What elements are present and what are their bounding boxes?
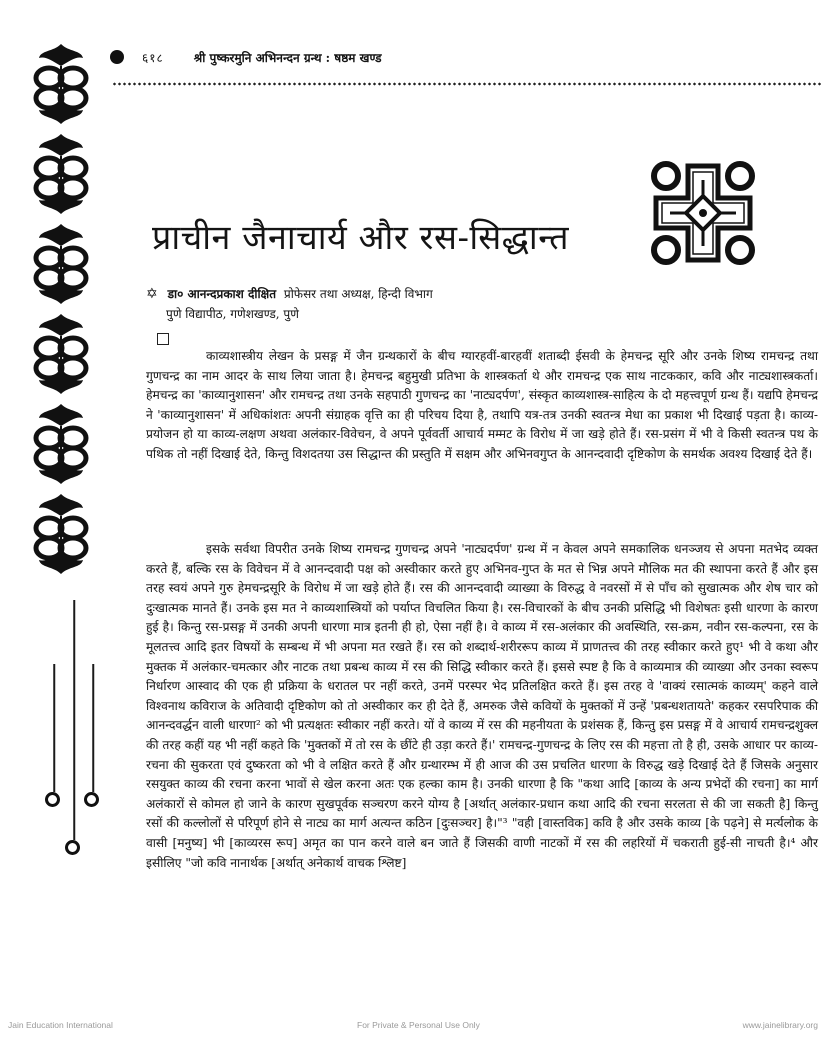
author-name: डा० आनन्दप्रकाश दीक्षित — [167, 287, 277, 301]
floral-ornament-icon — [31, 222, 91, 306]
floral-ornament-icon — [31, 132, 91, 216]
bullet-icon — [110, 50, 124, 64]
paragraph-text: काव्यशास्त्रीय लेखन के प्रसङ्ग में जैन ग्रन्थकारों के बीच ग्यारहवीं-बारहवीं शताब्दी ईसवी के हेमचन्द्र सूरि और उनके शिष्य रामचन्द्र तथा गुणचन्द्र का नाम आदर के साथ लिया जाता है। हेमचन्द्र बहुमुखी प्रतिभा के शास्त्रकर्ता थे और रामचन्द्र एक साथ नाटककार, कवि और नाट्यशास्त्रकर्ता। हेमचन्द्र का 'काव्यानुशासन' और रामचन्द्र तथा उनके सहपाठी गुणचन्द्र का 'नाट्यदर्पण', संस्कृत काव्यशास्त्र-साहित्य के दो महत्त्वपूर्ण ग्रन्थ हैं। यद्यपि हेमचन्द्र ने 'काव्यानुशासन' में अधिकांशतः अपनी संग्राहक वृत्ति का ही परिचय दिया है, तथापि यत्र-तत्र उनकी स्वतन्त्र मेधा का प्रकाश भी दिखाई पड़ता है। काव्य-प्रयोजन हो या काव्य-लक्षण अथवा अलंकार-विवेचन, वे अपने पूर्ववर्ती आचार्य मम्मट के विरोध में जा खड़े होते हैं। रस-प्रसंग में भी वे किसी स्वतन्त्र पथ के पथिक तो नहीं दिखाई देते, किन्तु विशदतया उस सिद्धान्त की प्रस्तुति में सक्षम और अभिनवगुप्त के आनन्दवादी दृष्टिकोण के समर्थक अवश्य दिखाई देते हैं। — [146, 349, 818, 461]
left-ornament-border — [28, 42, 94, 582]
author-designation: प्रोफेसर तथा अध्यक्ष, हिन्दी विभाग — [283, 287, 433, 301]
body-paragraph-1 — [146, 347, 818, 465]
ring-icon — [65, 840, 80, 855]
ring-icon — [45, 792, 60, 807]
author-affiliation: पुणे विद्यापीठ, गणेशखण्ड, पुणे — [166, 307, 299, 321]
paragraph-text: इसके सर्वथा विपरीत उनके शिष्य रामचन्द्र गुणचन्द्र अपने 'नाट्यदर्पण' ग्रन्थ में न केवल अपने समकालिक धनञ्जय से अपना मतभेद व्यक्त करते हैं, बल्कि रस के विवेचन में वे आनन्दवादी पक्ष को अस्वीकार करते हुए अभिनव-गुप्त के मत से भिन्न अपने मौलिक मत की स्थापना करते हैं और इस तरह स्वयं अपने गुरु हेमचन्द्रसूरि के विरोध में जा खड़े होते हैं। रस की आनन्दवादी व्याख्या के विरुद्ध वे नवरसों में से पाँच को सुखात्मक और शेष चार को दुःखात्मक मानते हैं। उनके इस मत ने काव्यशास्त्रियों को पर्याप्त विचलित किया है। रस-विचारकों के बीच उनकी प्रसिद्धि भी विशेषतः इसी धारणा के कारण हुई है। किन्तु रस-प्रसङ्ग में उनकी अपनी धारणा मात्र इतनी ही हो, ऐसा नहीं है। वे काव्य में रस-अलंकार की अवस्थिति, रस-क्रम, नवीन रस-कल्पना, रस के मूलतत्त्व आदि इतर विषयों के सम्बन्ध में भी अपना मत रखते हैं। रस को शब्दार्थ-शरीररूप काव्य में प्राणतत्त्व की तरह स्वीकार करते हुए¹ भी वे कथा और मुक्तक में अलंकार-चमत्कार और नाटक तथा प्रबन्ध काव्य में रस की सिद्धि स्वीकार करते हैं। इससे स्पष्ट है कि वे काव्यमात्र की व्याख्या और उनका स्वरूप निर्धारण आस्वाद की एक ही प्रक्रिया के धरातल पर नहीं करते, उनमें परस्पर भेद प्रतिलक्षित करते हैं। इस तरह वे 'वाक्यं रसात्मकं काव्यम्' कहने वाले विश्वनाथ कविराज के अतिवादी दृष्टिकोण को तो अस्वीकार कर ही देते हैं, अमरुक जैसे कवियों के मुक्तकों में उन्हें 'प्रबन्धशतायते' कहकर रसपरिपाक की आनन्दवर्द्धन वाली धारणा² को भी प्रत्यक्षतः स्वीकार नहीं करते। यों वे काव्य में रस की महनीयता के प्रशंसक हैं, किन्तु इस प्रसङ्ग में वे आचार्य रामचन्द्रशुक्ल की तरह कहीं यह भी नहीं कहते कि 'मुक्तकों में तो रस के छींटे ही उड़ा करते हैं।' रामचन्द्र-गुणचन्द्र के लिए रस की महत्ता तो है ही, उसके आधार पर काव्य-रचना की सुकरता एवं दुष्करता को भी वे लक्षित करते हैं और ग्रन्थारम्भ में ही आज की उस प्रचलित धारणा के विरुद्ध खड़े दिखाई देते हैं जिसके अनुसार रसयुक्त काव्य की रचना करना भावों से खेल करना अतः एक हल्का काम है। उनकी धारणा है कि "कथा आदि [काव्य के अन्य प्रभेदों की रचना] का मार्ग अलंकारों से कोमल हो जाने के कारण सुखपूर्वक सञ्चरण करने योग्य है [अर्थात् अलंकार-प्रधान कथा आदि की रचना सरलता से की जा सकती है] किन्तु रसों की कल्लोलों से परिपूर्ण होने से नाट्य का मार्ग अत्यन्त कठिन [दुःसञ्चर] है।"³ "वही [वास्तविक] कवि है और उसके काव्य [के पढ़ने] से मर्त्यलोक के वासी [मनुष्य] भी [काव्यरस रूप] अमृत का पान करने वाले बन जाते हैं जिसकी वाणी नाटकों में रस की लहरियों में चकराती हुई-सी नाचती है।⁴ और इसीलिए "जो कवि नानार्थक [अर्थात् अनेकार्थ वाचक श्लिष्ट] — [146, 542, 818, 870]
pendant-line-right — [85, 664, 101, 804]
floral-ornament-icon — [31, 42, 91, 126]
author-block — [146, 284, 433, 324]
square-marker-icon — [157, 333, 169, 345]
quatrefoil-ornament-icon — [648, 158, 758, 268]
floral-ornament-icon — [31, 402, 91, 486]
header-divider — [112, 82, 822, 86]
footer-usage-note: For Private & Personal Use Only — [357, 1020, 480, 1030]
running-header — [110, 46, 382, 68]
floral-ornament-icon — [31, 492, 91, 576]
star-of-david-icon: ✡ — [146, 286, 158, 302]
floral-ornament-icon — [31, 312, 91, 396]
footer-website-link[interactable]: www.jainelibrary.org — [742, 1020, 818, 1030]
footer-publisher: Jain Education International — [8, 1020, 113, 1030]
author-line — [146, 284, 433, 304]
pendant-line-center — [66, 600, 82, 860]
ring-icon — [84, 792, 99, 807]
body-paragraph-2 — [146, 540, 818, 873]
pendant-line-left — [46, 664, 62, 804]
page-number: ६१८ — [142, 50, 164, 65]
running-title: श्री पुष्करमुनि अभिनन्दन ग्रन्थ : षष्ठम खण्ड — [193, 50, 382, 65]
article-title: प्राचीन जैनाचार्य और रस-सिद्धान्त — [152, 217, 570, 258]
